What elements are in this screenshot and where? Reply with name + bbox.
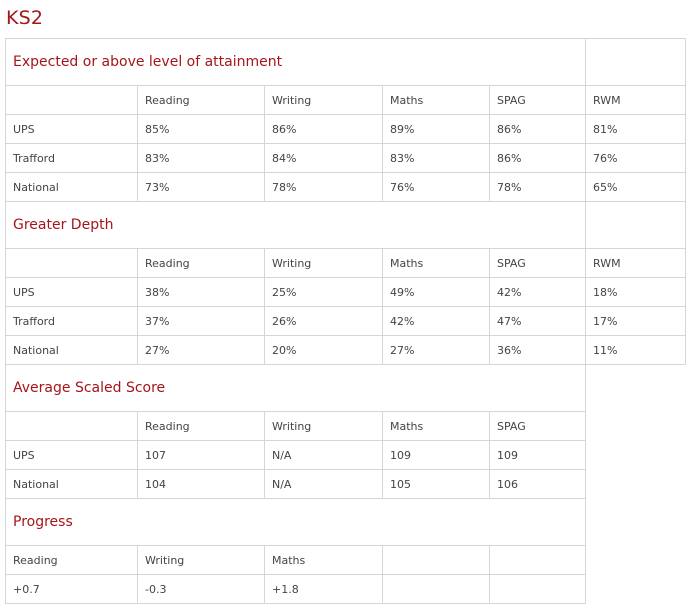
column-header: SPAG xyxy=(489,248,586,278)
table-cell: 27% xyxy=(137,335,265,365)
table-cell: 26% xyxy=(264,306,383,336)
column-header: Maths xyxy=(382,411,490,441)
table-cell: 105 xyxy=(382,469,490,499)
table-cell: 27% xyxy=(382,335,490,365)
table-cell: 25% xyxy=(264,277,383,307)
table-cell: 109 xyxy=(489,440,586,470)
column-header: Writing xyxy=(264,411,383,441)
column-header xyxy=(382,545,490,575)
row-label: National xyxy=(5,335,138,365)
section-heading: Expected or above level of attainment xyxy=(5,38,586,86)
column-header: Maths xyxy=(264,545,383,575)
table-cell: 89% xyxy=(382,114,490,144)
column-header: SPAG xyxy=(489,85,586,115)
table-cell: 65% xyxy=(585,172,686,202)
table-cell: N/A xyxy=(264,469,383,499)
row-label: Trafford xyxy=(5,306,138,336)
table-cell: 17% xyxy=(585,306,686,336)
section-heading: Average Scaled Score xyxy=(5,364,586,412)
column-header: Maths xyxy=(382,248,490,278)
row-label: National xyxy=(5,469,138,499)
table-cell: 11% xyxy=(585,335,686,365)
row-label: UPS xyxy=(5,114,138,144)
column-header: RWM xyxy=(585,85,686,115)
table-cell: 86% xyxy=(489,114,586,144)
table-cell: 20% xyxy=(264,335,383,365)
table-cell: 73% xyxy=(137,172,265,202)
row-label: UPS xyxy=(5,277,138,307)
table-cell: 18% xyxy=(585,277,686,307)
column-header: Maths xyxy=(382,85,490,115)
table-cell: 47% xyxy=(489,306,586,336)
table-cell: 109 xyxy=(382,440,490,470)
column-header: SPAG xyxy=(489,411,586,441)
section-heading: Greater Depth xyxy=(5,201,586,249)
column-header xyxy=(489,545,586,575)
table-cell: 85% xyxy=(137,114,265,144)
section-heading-blank-cell xyxy=(585,201,686,249)
column-header: Reading xyxy=(137,248,265,278)
table-cell: 36% xyxy=(489,335,586,365)
column-header: Reading xyxy=(137,411,265,441)
table-cell: 76% xyxy=(585,143,686,173)
row-label: UPS xyxy=(5,440,138,470)
table-cell: 37% xyxy=(137,306,265,336)
table-cell: 78% xyxy=(489,172,586,202)
table-cell: 86% xyxy=(489,143,586,173)
column-header xyxy=(5,411,138,441)
table-cell: -0.3 xyxy=(137,574,265,604)
page-title: KS2 xyxy=(6,7,44,29)
column-header xyxy=(5,248,138,278)
table-cell: 86% xyxy=(264,114,383,144)
table-cell: 83% xyxy=(382,143,490,173)
table-cell: 42% xyxy=(382,306,490,336)
column-header xyxy=(5,85,138,115)
section-heading: Progress xyxy=(5,498,586,546)
table-cell: 106 xyxy=(489,469,586,499)
table-cell: 83% xyxy=(137,143,265,173)
ks2-results-table xyxy=(5,38,685,601)
table-cell: 76% xyxy=(382,172,490,202)
section-heading-blank-cell xyxy=(585,38,686,86)
row-label: National xyxy=(5,172,138,202)
column-header: Writing xyxy=(264,85,383,115)
column-header: Reading xyxy=(5,545,138,575)
column-header: Writing xyxy=(137,545,265,575)
table-cell: 38% xyxy=(137,277,265,307)
row-label: Trafford xyxy=(5,143,138,173)
column-header: RWM xyxy=(585,248,686,278)
table-cell: 42% xyxy=(489,277,586,307)
table-cell: 81% xyxy=(585,114,686,144)
table-cell: 49% xyxy=(382,277,490,307)
column-header: Writing xyxy=(264,248,383,278)
table-cell xyxy=(382,574,490,604)
row-label: +0.7 xyxy=(5,574,138,604)
table-cell: +1.8 xyxy=(264,574,383,604)
table-cell xyxy=(489,574,586,604)
table-cell: 84% xyxy=(264,143,383,173)
column-header: Reading xyxy=(137,85,265,115)
table-cell: 104 xyxy=(137,469,265,499)
table-cell: N/A xyxy=(264,440,383,470)
table-cell: 107 xyxy=(137,440,265,470)
table-cell: 78% xyxy=(264,172,383,202)
